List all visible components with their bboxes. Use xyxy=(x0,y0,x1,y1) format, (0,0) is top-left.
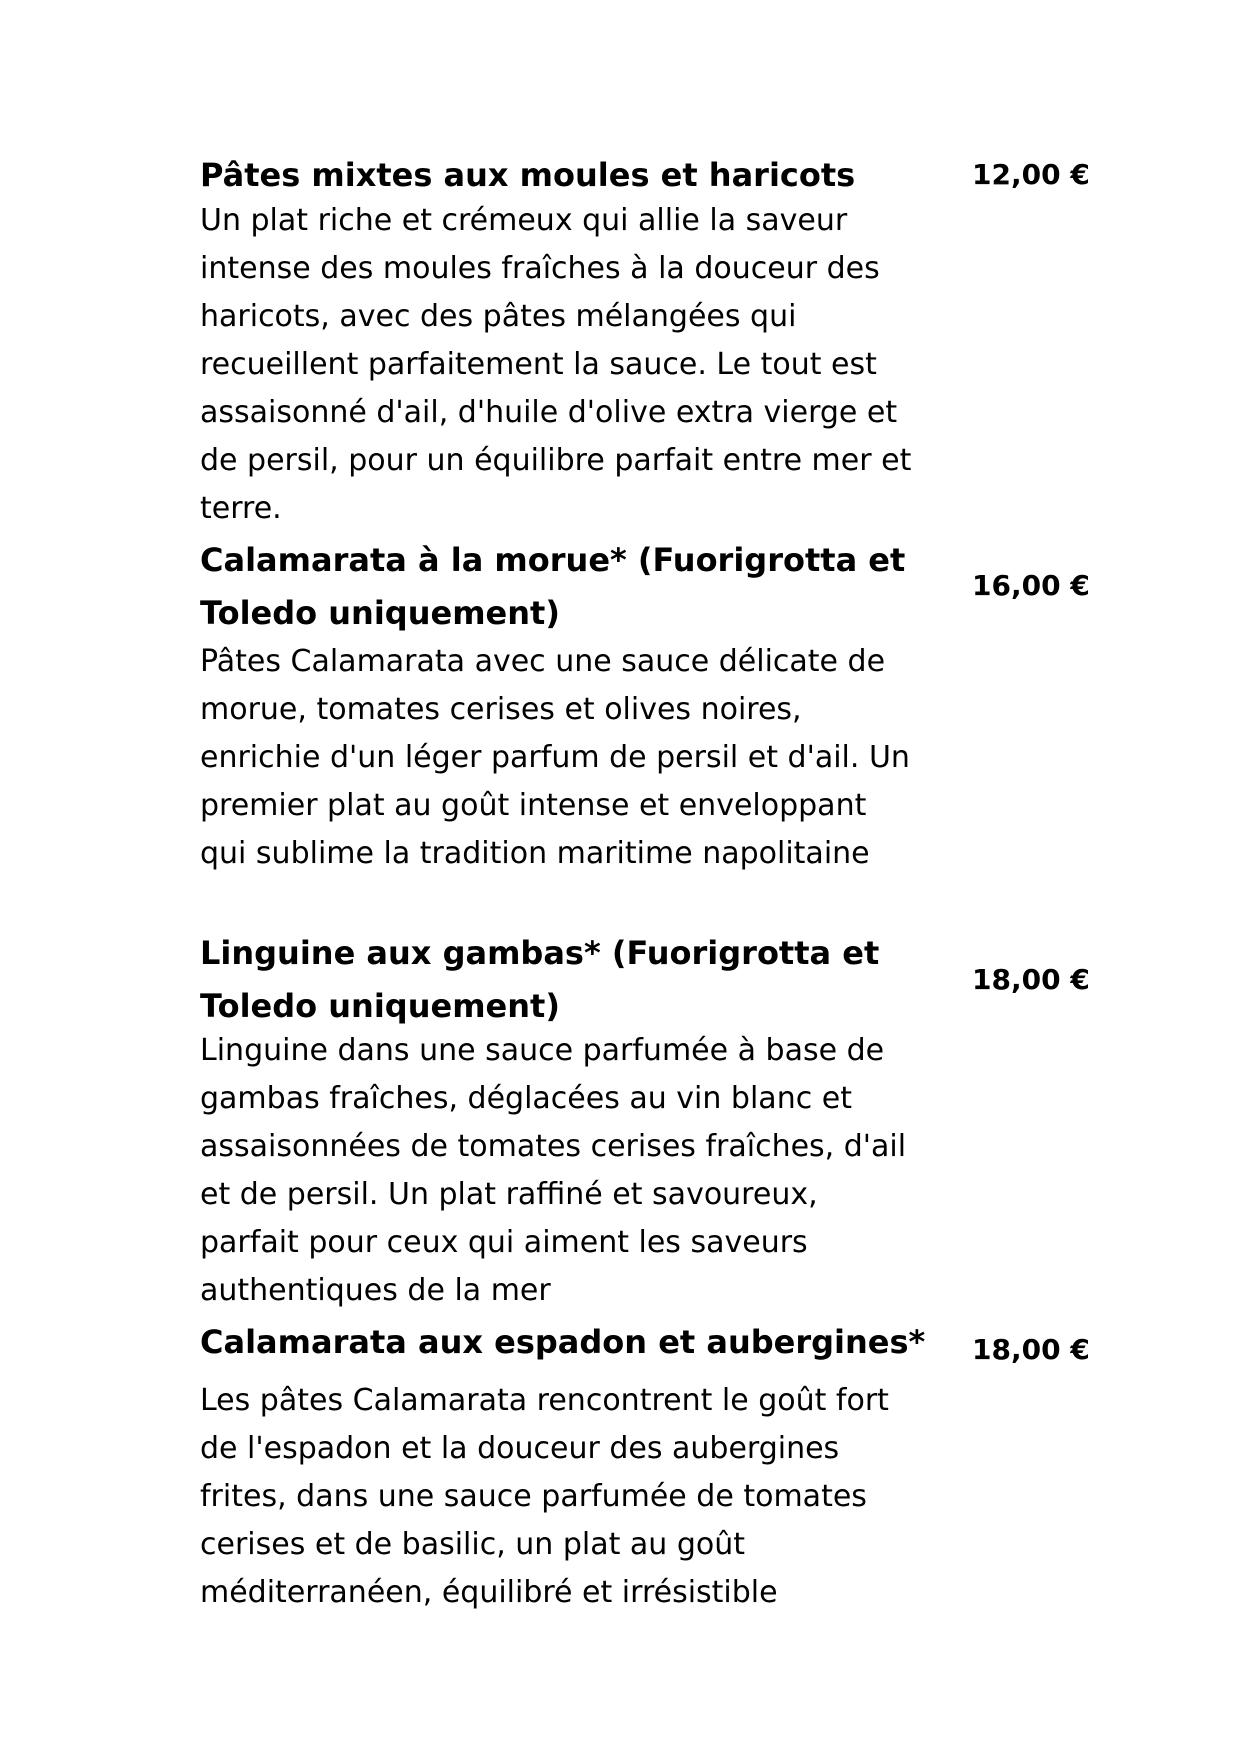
description-line: terre. xyxy=(200,491,282,526)
menu-item-description xyxy=(200,638,920,878)
menu-item-description xyxy=(200,1027,920,1315)
menu-item-description xyxy=(200,1377,920,1617)
description-line: Un plat riche et crémeux qui allie la saveur xyxy=(200,203,848,238)
description-line: haricots, avec des pâtes mélangées qui xyxy=(200,299,797,334)
menu-item-price: 18,00 € xyxy=(972,1333,1090,1366)
menu-item-title xyxy=(200,1318,926,1367)
description-line: méditerranéen, équilibré et irrésistible xyxy=(200,1575,778,1610)
menu-item-title xyxy=(200,929,920,1031)
menu-item-price: 16,00 € xyxy=(972,569,1090,602)
description-line: frites, dans une sauce parfumée de tomates xyxy=(200,1479,867,1514)
description-line: premier plat au goût intense et enveloppant xyxy=(200,788,867,823)
menu-item-price: 12,00 € xyxy=(972,158,1090,191)
description-line: Pâtes Calamarata avec une sauce délicate de xyxy=(200,644,886,679)
menu-item xyxy=(200,151,920,533)
description-line: morue, tomates cerises et olives noires, xyxy=(200,692,802,727)
description-line: parfait pour ceux qui aiment les saveurs xyxy=(200,1225,808,1260)
menu-item xyxy=(200,1318,926,1617)
title-line: Pâtes mixtes aux moules et haricots xyxy=(200,156,856,194)
title-line: Toledo uniquement) xyxy=(200,594,560,632)
description-line: cerises et de basilic, un plat au goût xyxy=(200,1527,746,1562)
description-line: Linguine dans une sauce parfumée à base de xyxy=(200,1033,885,1068)
description-line: qui sublime la tradition maritime napolitaine xyxy=(200,836,870,871)
description-line: enrichie d'un léger parfum de persil et d'ail. Un xyxy=(200,740,910,775)
description-line: gambas fraîches, déglacées au vin blanc et xyxy=(200,1081,852,1116)
description-line: assaisonné d'ail, d'huile d'olive extra vierge et xyxy=(200,395,898,430)
description-line: authentiques de la mer xyxy=(200,1273,551,1308)
menu-item xyxy=(200,929,920,1315)
title-line: Calamarata à la morue* (Fuorigrotta et xyxy=(200,541,906,579)
description-line: intense des moules fraîches à la douceur des xyxy=(200,251,880,286)
menu-item-title xyxy=(200,151,920,200)
menu-item-price: 18,00 € xyxy=(972,963,1090,996)
title-line: Toledo uniquement) xyxy=(200,987,560,1025)
description-line: de persil, pour un équilibre parfait entre mer et xyxy=(200,443,912,478)
menu-item-title xyxy=(200,536,920,638)
menu-item-description xyxy=(200,197,920,533)
title-line: Linguine aux gambas* (Fuorigrotta et xyxy=(200,934,880,972)
menu-item xyxy=(200,536,920,878)
title-line: Calamarata aux espadon et aubergines* xyxy=(200,1323,926,1361)
description-line: assaisonnées de tomates cerises fraîches, d'ail xyxy=(200,1129,907,1164)
description-line: Les pâtes Calamarata rencontrent le goût fort xyxy=(200,1383,889,1418)
description-line: recueillent parfaitement la sauce. Le tout est xyxy=(200,347,877,382)
description-line: et de persil. Un plat raffiné et savoureux, xyxy=(200,1177,818,1212)
description-line: de l'espadon et la douceur des aubergines xyxy=(200,1431,840,1466)
